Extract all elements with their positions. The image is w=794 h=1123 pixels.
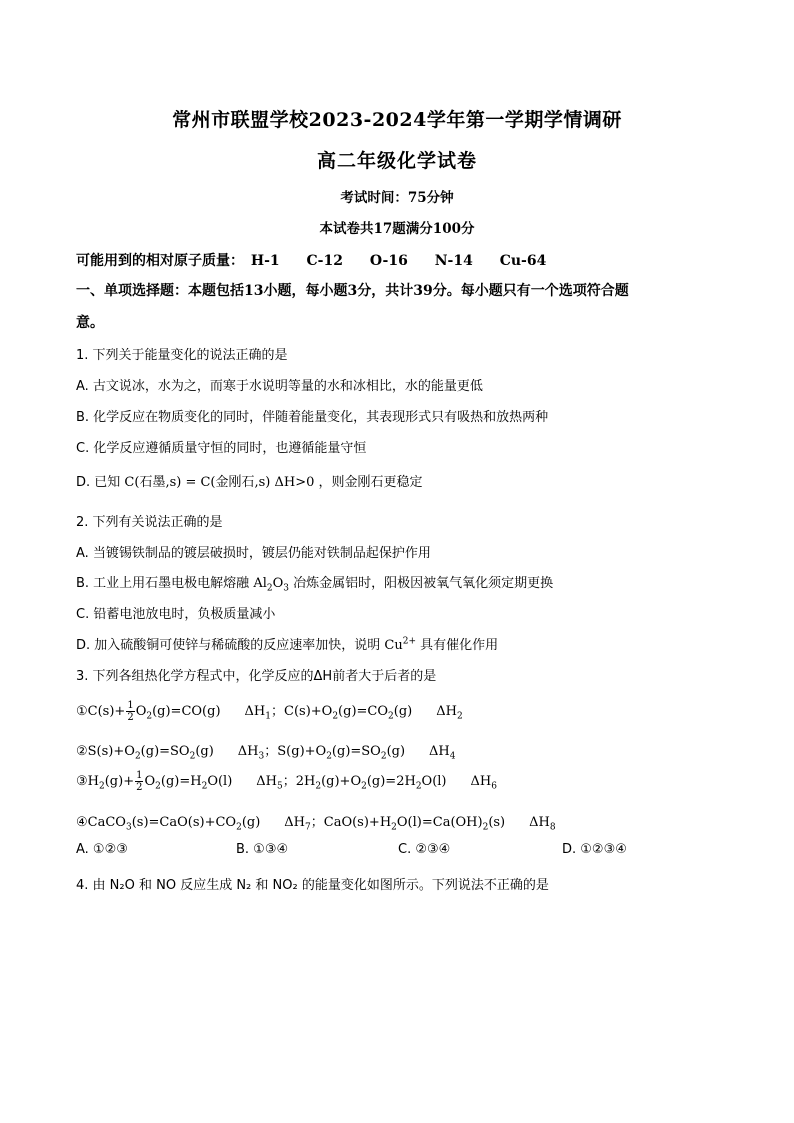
q1-stem: 1. 下列关于能量变化的说法正确的是 xyxy=(76,348,288,363)
q2-d-prefix: D. 加入硫酸铜可使锌与稀硫酸的反应速率加快，说明 xyxy=(76,638,381,653)
section-heading: 一、单项选择题：本题包括13小题，每小题3分，共计39分。每小题只有一个选项符合题 xyxy=(76,283,629,299)
q1-d-suffix: ，则金刚石更稳定 xyxy=(318,475,423,490)
q2-option-a: A. 当镀锡铁制品的镀层破损时，镀层仍能对铁制品起保护作用 xyxy=(76,546,431,561)
q3-option-b: B. ①③④ xyxy=(236,842,289,857)
q1-option-a: A. 古文说冰，水为之，而寒于水说明等量的水和冰相比，水的能量更低 xyxy=(76,379,483,394)
q2-d-suffix: 具有催化作用 xyxy=(420,638,499,653)
q3-option-a: A. ①②③ xyxy=(76,842,128,857)
q2-b-formula: $Al_2O_3$ xyxy=(253,576,290,594)
atom-c: C-12 xyxy=(306,253,343,269)
q3-equation-2: $②S(s)+O_2(g)=SO_2(g)$ $\Delta H_3$；$S(g)+O_2(g)=SO_2(g)$ $\Delta H_4$ xyxy=(76,744,456,762)
exam-subtitle: 高二年级化学试卷 xyxy=(316,150,477,172)
q1-d-equation: C(石墨,s) = C(金刚石,s) ΔH>0 xyxy=(124,475,315,490)
q3-equation-1: ①C(s)+ $\frac{1}{2}$ $O_2(g)=CO(g)$ $\Delta H_1$；$C(s)+O_2(g)=CO_2(g)$ $\Delta H_2$ xyxy=(76,700,463,723)
q2-d-ion: $Cu^{2+}$ xyxy=(384,636,417,653)
exam-scope: 本试卷共17题满分100分 xyxy=(319,221,475,237)
exam-time: 考试时间：75分钟 xyxy=(340,190,454,206)
q1-option-c: C. 化学反应遵循质量守恒的同时，也遵循能量守恒 xyxy=(76,441,367,456)
q2-stem: 2. 下列有关说法正确的是 xyxy=(76,515,223,530)
atom-o: O-16 xyxy=(369,253,408,269)
q3-stem: 3. 下列各组热化学方程式中，化学反应的ΔH前者大于后者的是 xyxy=(76,669,437,684)
atom-cu: Cu-64 xyxy=(499,253,547,269)
q3-option-c: C. ②③④ xyxy=(398,842,451,857)
fraction-half: $\frac{1}{2}$ xyxy=(127,700,134,723)
q2-option-b xyxy=(76,572,553,594)
fraction-half: $\frac{1}{2}$ xyxy=(136,770,143,793)
q2-b-prefix: B. 工业上用石墨电极电解熔融 xyxy=(76,576,250,591)
q1-option-d xyxy=(76,471,423,490)
section-heading-cont: 意。 xyxy=(76,315,104,331)
atomic-masses-label: 可能用到的相对原子质量： xyxy=(76,253,244,269)
q2-b-suffix: 冶炼金属铝时，阳极因被氧气氧化须定期更换 xyxy=(293,576,554,591)
q1-d-prefix: D. 已知 xyxy=(76,475,121,490)
q3-equation-4: $④CaCO_3(s)=CaO(s)+CO_2(g)$ $\Delta H_7$；$CaO(s)+H_2O(l)=Ca(OH)_2(s)$ $\Delta H_8$ xyxy=(76,815,556,833)
atomic-masses xyxy=(76,250,568,270)
q2-option-c: C. 铅蓄电池放电时，负极质量减小 xyxy=(76,607,276,622)
atom-h: H-1 xyxy=(250,253,280,269)
q3-option-d: D. ①②③④ xyxy=(562,842,627,857)
q4-stem: 4. 由 N₂O 和 NO 反应生成 N₂ 和 NO₂ 的能量变化如图所示。下列说法不正确的是 xyxy=(76,878,549,893)
atom-n: N-14 xyxy=(434,253,473,269)
q2-option-d xyxy=(76,634,498,653)
q3-equation-3: $③H_2(g)+$ $\frac{1}{2}$ $O_2(g)=H_2O(l)$ $\Delta H_5$；$2H_2(g)+O_2(g)=2H_2O(l)$ $\Delta H_6$ xyxy=(76,770,497,793)
q1-option-b: B. 化学反应在物质变化的同时，伴随着能量变化，其表现形式只有吸热和放热两种 xyxy=(76,410,549,425)
exam-title: 常州市联盟学校2023-2024学年第一学期学情调研 xyxy=(172,109,622,131)
